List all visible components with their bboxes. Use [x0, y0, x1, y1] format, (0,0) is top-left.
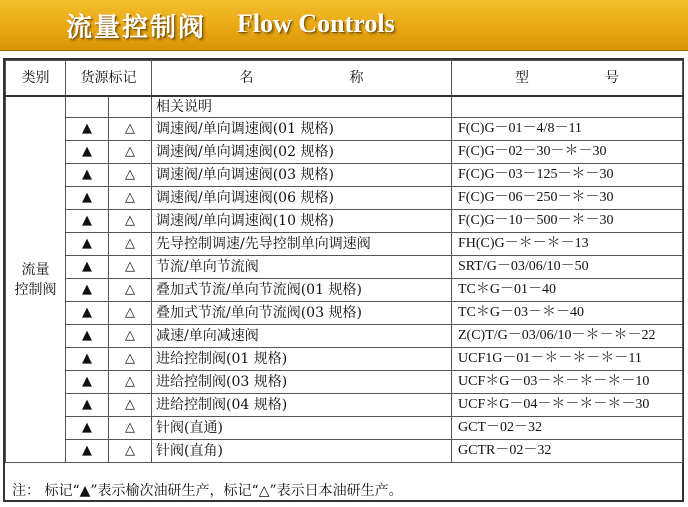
- japan-mark: △: [109, 187, 152, 210]
- model-number: TC＊G－03－＊－40: [452, 302, 683, 325]
- ycm-mark: ▲: [66, 440, 109, 463]
- header-model: [452, 61, 683, 97]
- table-row: [6, 233, 683, 256]
- product-name: 针阀(直通): [152, 417, 452, 440]
- footnote: 注： 标记“▲”表示榆次油研生产，标记“△”表示日本油研生产。: [12, 483, 403, 499]
- category-line2: 控制阀: [14, 281, 57, 298]
- product-name: 节流/单向节流阀: [152, 256, 452, 279]
- japan-mark: △: [109, 417, 152, 440]
- ycm-mark: ▲: [66, 141, 109, 164]
- japan-mark: △: [109, 141, 152, 164]
- ycm-mark: ▲: [66, 118, 109, 141]
- title-chinese: 流量控制阀: [66, 13, 207, 43]
- table-row: [6, 417, 683, 440]
- table-row: [6, 210, 683, 233]
- header-model-char2: 号: [605, 70, 619, 86]
- japan-mark: △: [109, 118, 152, 141]
- japan-mark: △: [109, 279, 152, 302]
- intro-row: [6, 96, 683, 118]
- ycm-mark: ▲: [66, 233, 109, 256]
- table-row: [6, 325, 683, 348]
- product-name: 调速阀/单向调速阀(10 规格): [152, 210, 452, 233]
- header-model-char1: 型: [515, 70, 529, 86]
- japan-mark: △: [109, 210, 152, 233]
- ycm-mark: ▲: [66, 187, 109, 210]
- product-name: 调速阀/单向调速阀(01 规格): [152, 118, 452, 141]
- model-number: UCF＊G－04－＊－＊－＊－30: [452, 394, 683, 417]
- model-number: SRT/G－03/06/10－50: [452, 256, 683, 279]
- model-number: F(C)G－03－125－＊－30: [452, 164, 683, 187]
- model-number: F(C)G－02－30－＊－30: [452, 141, 683, 164]
- model-number: UCF＊G－03－＊－＊－＊－10: [452, 371, 683, 394]
- table-row: [6, 394, 683, 417]
- table-header-row: [6, 61, 683, 97]
- japan-mark: △: [109, 164, 152, 187]
- table-row: [6, 187, 683, 210]
- product-name: 先导控制调速/先导控制单向调速阀: [152, 233, 452, 256]
- model-number: FH(C)G－＊－＊－13: [452, 233, 683, 256]
- header-source-mark: 货源标记: [66, 61, 152, 97]
- title-banner: [0, 0, 688, 51]
- table-row: [6, 141, 683, 164]
- japan-mark: △: [109, 371, 152, 394]
- ycm-mark: ▲: [66, 279, 109, 302]
- ycm-mark: ▲: [66, 302, 109, 325]
- intro-mark1: [66, 96, 109, 118]
- product-name: 进给控制阀(03 规格): [152, 371, 452, 394]
- header-name-char2: 称: [349, 70, 364, 86]
- japan-mark: △: [109, 233, 152, 256]
- model-number: TC＊G－01－40: [452, 279, 683, 302]
- category-line1: 流量: [21, 261, 50, 278]
- ycm-mark: ▲: [66, 256, 109, 279]
- table-row: [6, 118, 683, 141]
- japan-mark: △: [109, 394, 152, 417]
- japan-mark: △: [109, 302, 152, 325]
- japan-mark: △: [109, 440, 152, 463]
- model-number: F(C)G－06－250－＊－30: [452, 187, 683, 210]
- ycm-mark: ▲: [66, 348, 109, 371]
- table-row: [6, 440, 683, 463]
- intro-mark2: [109, 96, 152, 118]
- header-category: 类别: [6, 61, 66, 97]
- product-name: 减速/单向减速阀: [152, 325, 452, 348]
- header-name-char1: 名: [239, 70, 254, 86]
- product-name: 进给控制阀(04 规格): [152, 394, 452, 417]
- model-number: GCTR－02－32: [452, 440, 683, 463]
- japan-mark: △: [109, 256, 152, 279]
- table-row: [6, 279, 683, 302]
- intro-label: 相关说明: [152, 96, 452, 118]
- table-row: [6, 302, 683, 325]
- japan-mark: △: [109, 348, 152, 371]
- header-name: [152, 61, 452, 97]
- category-cell: [6, 96, 66, 463]
- model-number: Z(C)T/G－03/06/10－＊－＊－22: [452, 325, 683, 348]
- product-name: 针阀(直角): [152, 440, 452, 463]
- table-row: [6, 348, 683, 371]
- product-table: [5, 60, 683, 463]
- table-row: [6, 164, 683, 187]
- ycm-mark: ▲: [66, 394, 109, 417]
- model-number: F(C)G－10－500－＊－30: [452, 210, 683, 233]
- product-name: 叠加式节流/单向节流阀(03 规格): [152, 302, 452, 325]
- ycm-mark: ▲: [66, 210, 109, 233]
- model-number: F(C)G－01－4/8－11: [452, 118, 683, 141]
- title-english: Flow Controls: [237, 9, 395, 38]
- ycm-mark: ▲: [66, 417, 109, 440]
- product-name: 叠加式节流/单向节流阀(01 规格): [152, 279, 452, 302]
- ycm-mark: ▲: [66, 325, 109, 348]
- ycm-mark: ▲: [66, 371, 109, 394]
- product-name: 进给控制阀(01 规格): [152, 348, 452, 371]
- table-row: [6, 371, 683, 394]
- ycm-mark: ▲: [66, 164, 109, 187]
- product-name: 调速阀/单向调速阀(03 规格): [152, 164, 452, 187]
- intro-model: [452, 96, 683, 118]
- model-number: UCF1G－01－＊－＊－＊－11: [452, 348, 683, 371]
- japan-mark: △: [109, 325, 152, 348]
- product-name: 调速阀/单向调速阀(02 规格): [152, 141, 452, 164]
- product-name: 调速阀/单向调速阀(06 规格): [152, 187, 452, 210]
- model-number: GCT－02－32: [452, 417, 683, 440]
- table-row: [6, 256, 683, 279]
